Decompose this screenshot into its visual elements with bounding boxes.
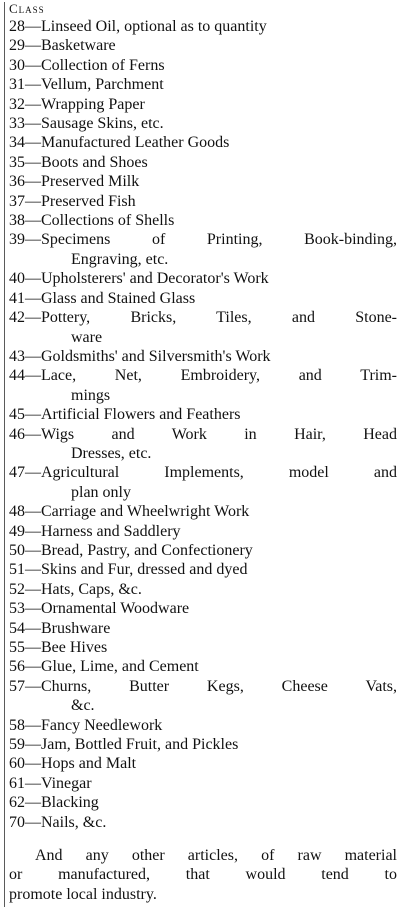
list-item: 52—Hats, Caps, &c. (9, 580, 142, 598)
list-item: 45—Artificial Flowers and Feathers (9, 406, 241, 424)
closing-line: promote local industry. (9, 885, 157, 903)
list-item: 44—Lace, Net, Embroidery, and Trim- mings (9, 367, 397, 404)
closing-line: And any other articles, of raw material (35, 847, 397, 864)
list-item: 39—Specimens of Printing, Book-binding, Engraving, etc. (9, 231, 397, 268)
list-item: 58—Fancy Needlework (9, 716, 163, 734)
list-item: 62—Blacking (9, 794, 99, 812)
list-item: 38—Collections of Shells (9, 212, 175, 230)
list-item: 31—Vellum, Parchment (9, 76, 164, 94)
list-item: 41—Glass and Stained Glass (9, 289, 196, 307)
list-item: 36—Preserved Milk (9, 173, 140, 191)
list-item: 29—Basketware (9, 37, 116, 55)
column-rule (4, 2, 5, 907)
list-item: 61—Vinegar (9, 774, 92, 792)
list-item: 42—Pottery, Bricks, Tiles, and Stone- ware (9, 309, 397, 346)
list-item: 60—Hops and Malt (9, 755, 137, 773)
list-item: 49—Harness and Saddlery (9, 522, 181, 540)
closing-line: or manufactured, that would tend to (9, 866, 397, 884)
list-item: 70—Nails, &c. (9, 813, 107, 831)
list-item: 32—Wrapping Paper (9, 95, 145, 113)
list-item: 56—Glue, Lime, and Cement (9, 658, 199, 676)
list-item: 46—Wigs and Work in Hair, Head Dresses, etc. (9, 425, 397, 462)
list-item: 50—Bread, Pastry, and Confectionery (9, 541, 253, 559)
list-item: 54—Brushware (9, 619, 111, 637)
list-item: 57—Churns, Butter Kegs, Cheese Vats, &c. (9, 677, 397, 715)
list-item: 34—Manufactured Leather Goods (9, 134, 230, 152)
list-item: 55—Bee Hives (9, 639, 108, 656)
closing-paragraph (9, 846, 397, 904)
list-item: 28—Linseed Oil, optional as to quantity (9, 18, 267, 35)
list-item: 53—Ornamental Woodware (9, 600, 190, 618)
list-item: 59—Jam, Bottled Fruit, and Pickles (9, 736, 239, 754)
list-item: 48—Carriage and Wheelwright Work (9, 503, 250, 521)
list-item: 40—Upholsterers' and Decorator's Work (9, 270, 269, 288)
list-item: 35—Boots and Shoes (9, 153, 148, 171)
class-heading: Class (9, 1, 45, 16)
list-item: 47—Agricultural Implements, model and plan only (9, 464, 397, 501)
list-item: 37—Preserved Fish (9, 192, 136, 210)
list-item: 43—Goldsmiths' and Silversmith's Work (9, 347, 271, 365)
list-item: 51—Skins and Fur, dressed and dyed (9, 561, 248, 579)
list-item: 33—Sausage Skins, etc. (9, 115, 164, 133)
list-item: 30—Collection of Ferns (9, 56, 165, 74)
class-list (9, 17, 397, 832)
